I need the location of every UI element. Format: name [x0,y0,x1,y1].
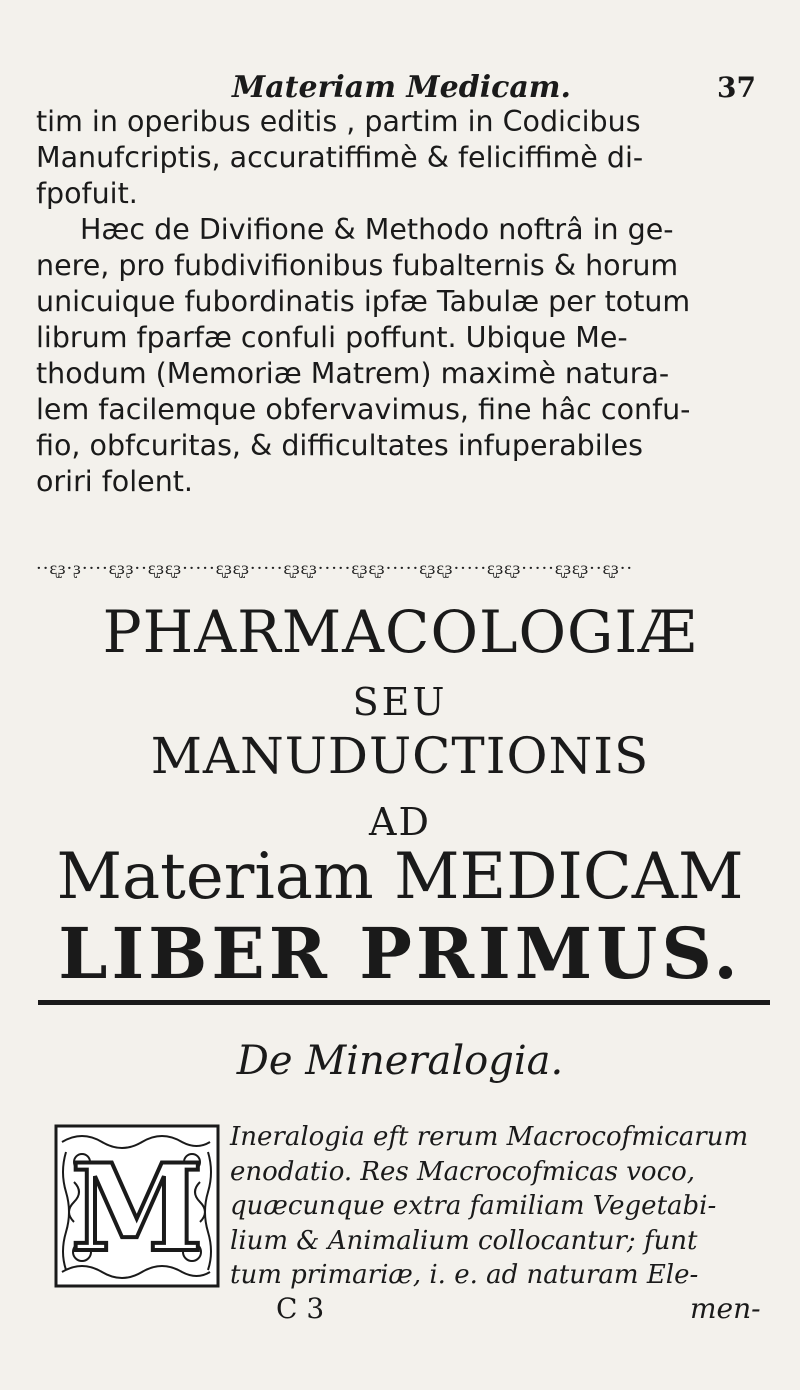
body-line: lem facilemque obfervavimus, fine hâc confu- [36,393,691,426]
body-line: nere, pro fubdivifionibus fubalternis & horum [36,249,679,282]
italic-line: lium & Animalium collocantur; funt [230,1225,698,1256]
title-line: PHARMACOLOGIÆ [102,598,698,666]
body-line: fio, obfcuritas, & difficultates infuperabiles [36,429,643,462]
body-paragraph [36,104,781,500]
page-number: 37 [717,71,756,104]
italic-line: enodatio. Res Macrocofmicas voco, [230,1156,696,1187]
body-line: Manufcriptis, accuratiffimè & feliciffimè di- [36,141,644,174]
title-line: Materiam MEDICAM [56,840,744,914]
section-heading: De Mineralogia. [236,1038,564,1084]
italic-paragraph [230,1120,780,1293]
body-line: unicuique fubordinatis ipfæ Tabulæ per totum [36,285,691,318]
title-line: LIBER PRIMUS. [58,912,742,995]
italic-line: Ineralogia eft rerum Macrocofmicarum [230,1122,749,1152]
body-line: tim in operibus editis , partim in Codicibus [36,105,641,138]
catchword: men- [690,1292,761,1325]
body-line: Hæc de Divifione & Methodo noftrâ in ge- [80,213,674,246]
body-line: librum fparfæ confuli poffunt. Ubique Me- [36,321,628,354]
title-line: AD [369,800,431,844]
initial-letter: M [70,1138,204,1279]
horizontal-rule [38,1000,770,1005]
ornamental-divider: ··ᶓᶔ·ᶔ····ᶓᶔᶔ··ᶓᶔᶓᶔ·····ᶓᶔᶓᶔ·····ᶓᶔᶓᶔ·····ᶓᶔᶓᶔ·····ᶓᶔᶓᶔ·····ᶓᶔᶓᶔ·····ᶓᶔᶓᶔ··ᶓᶔ·· [36,558,634,579]
body-line: thodum (Memoriæ Matrem) maximè natura- [36,357,670,390]
signature-mark: C 3 [276,1292,325,1325]
title-line: SEU [352,680,448,724]
running-title: Materiam Medicam. [232,70,571,105]
title-line: MANUDUCTIONIS [150,727,650,785]
body-line: oriri folent. [36,465,193,498]
italic-line: quæcunque extra familiam Vegetabi- [230,1191,717,1221]
decorated-initial-icon [52,1122,222,1290]
italic-line: tum primariæ, i. e. ad naturam Ele- [230,1260,699,1290]
body-line: fpofuit. [36,177,138,210]
running-head [232,70,760,106]
page-footer [0,1292,800,1326]
